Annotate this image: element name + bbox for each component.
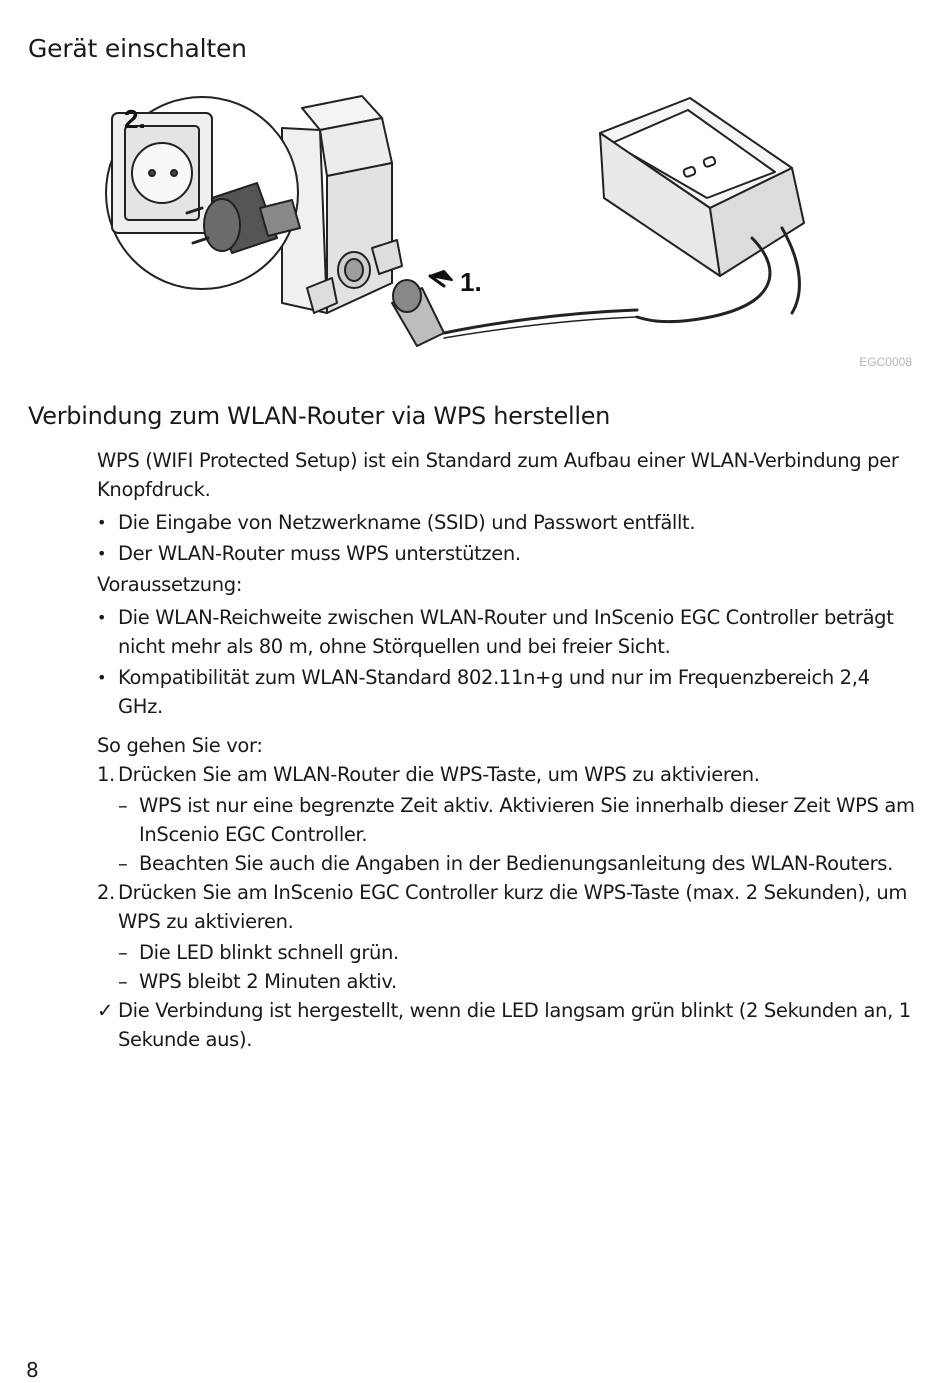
result-text: Die Verbindung ist hergestellt, wenn die LED langsam grün blinkt (2 Sekunden an, 1 Sekunde aus). xyxy=(118,999,911,1051)
prerequisite-text: Kompatibilität zum WLAN-Standard 802.11n+g und nur im Frequenzbereich 2,4 GHz. xyxy=(118,666,870,718)
step-1-label: 1. xyxy=(460,267,482,297)
figure-code: EGC0008 xyxy=(859,355,912,369)
step-item xyxy=(97,760,917,789)
step-text: Drücken Sie am InScenio EGC Controller kurz die WPS-Taste (max. 2 Sekunden), um WPS zu aktivieren. xyxy=(118,881,907,933)
dash-mark: – xyxy=(118,794,128,817)
bullet-mark: • xyxy=(97,668,107,687)
page-number: 8 xyxy=(26,1358,39,1382)
step-sub-text: WPS bleibt 2 Minuten aktiv. xyxy=(139,970,397,993)
dash-mark: – xyxy=(118,970,128,993)
step-number: 1. xyxy=(97,763,115,786)
prerequisite-label: Voraussetzung: xyxy=(97,573,243,596)
check-icon: ✓ xyxy=(97,999,113,1022)
bullet-text: Die Eingabe von Netzwerkname (SSID) und Passwort entfällt. xyxy=(118,511,696,534)
step-number: 2. xyxy=(97,881,115,904)
step-2-label: 2. xyxy=(124,104,146,134)
intro-paragraph: WPS (WIFI Protected Setup) ist ein Standard zum Aufbau einer WLAN-Verbindung per Knopfdruck. xyxy=(97,449,899,501)
steps-label: So gehen Sie vor: xyxy=(97,734,263,757)
step-sub-item xyxy=(97,967,917,996)
step-sub-text: Die LED blinkt schnell grün. xyxy=(139,941,399,964)
dash-mark: – xyxy=(118,852,128,875)
step-item xyxy=(97,878,917,936)
step-sub-text: WPS ist nur eine begrenzte Zeit aktiv. Aktivieren Sie innerhalb dieser Zeit WPS am InScenio EGC Controller. xyxy=(139,794,915,846)
step-sub-item xyxy=(97,791,917,849)
section-title-wps: Verbindung zum WLAN-Router via WPS herstellen xyxy=(28,402,611,430)
prerequisite-item xyxy=(97,663,917,721)
wps-instructions xyxy=(97,446,917,1056)
bullet-item xyxy=(97,508,917,537)
bullet-mark: • xyxy=(97,513,107,532)
power-connection-illustration xyxy=(92,88,822,363)
prerequisite-item xyxy=(97,603,917,661)
illustration-svg xyxy=(92,88,822,363)
step-sub-item xyxy=(97,849,917,878)
section-title-geraet-einschalten: Gerät einschalten xyxy=(28,34,247,63)
step-sub-text: Beachten Sie auch die Angaben in der Bedienungsanleitung des WLAN-Routers. xyxy=(139,852,893,875)
step-text: Drücken Sie am WLAN-Router die WPS-Taste, um WPS zu aktivieren. xyxy=(118,763,760,786)
prerequisite-text: Die WLAN-Reichweite zwischen WLAN-Router und InScenio EGC Controller beträgt nicht mehr als 80 m, ohne Störquellen und bei freier Sicht. xyxy=(118,606,894,658)
step-sub-item xyxy=(97,938,917,967)
bullet-item xyxy=(97,539,917,568)
bullet-text: Der WLAN-Router muss WPS unterstützen. xyxy=(118,542,521,565)
bullet-mark: • xyxy=(97,544,107,563)
dash-mark: – xyxy=(118,941,128,964)
result-item xyxy=(97,996,917,1054)
bullet-mark: • xyxy=(97,608,107,627)
